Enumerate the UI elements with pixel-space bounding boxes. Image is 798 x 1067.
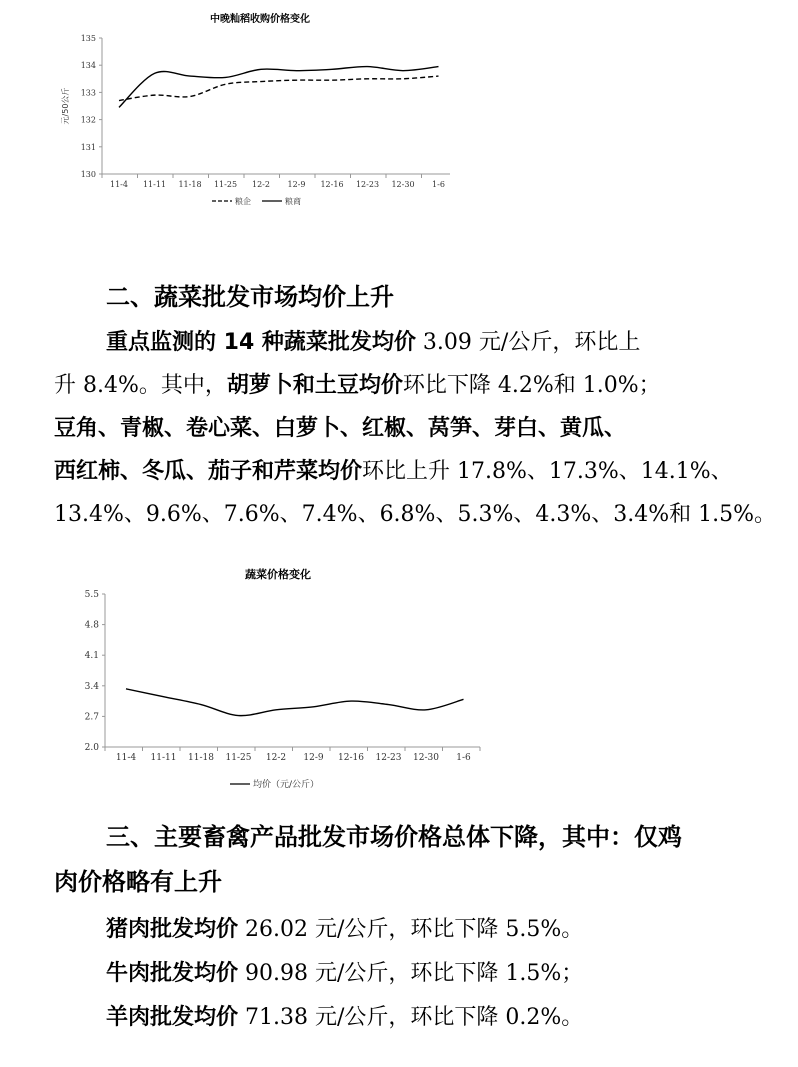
x-tick-label: 12-16 <box>338 753 364 763</box>
pork-text: 26.02 元/公斤，环比下降 5.5%。 <box>238 917 584 942</box>
legend-label: 粮商 <box>285 197 301 206</box>
paragraph-line-1 <box>54 321 774 364</box>
x-tick-label: 12-23 <box>375 753 402 763</box>
x-tick-label: 11-11 <box>142 180 167 189</box>
x-tick-label: 12-9 <box>303 753 324 763</box>
vegetable-paragraph <box>54 321 777 536</box>
vegetable-price-chart <box>50 562 490 797</box>
paragraph-line-5: 13.4%、9.6%、7.6%、7.4%、6.8%、5.3%、4.3%、3.4%和 1.5%。 <box>54 502 777 527</box>
y-axis-label: 元/50公斤 <box>61 87 70 125</box>
beef-price <box>106 952 583 995</box>
x-tick-label: 11-18 <box>188 753 214 763</box>
beef-label: 牛肉批发均价 <box>106 961 239 986</box>
y-tick-label: 135 <box>80 34 96 43</box>
y-tick-label: 131 <box>80 142 96 152</box>
x-tick-label: 11-4 <box>110 180 128 189</box>
carrot-potato-change: 环比下降 4.2%和 1.0%； <box>402 373 661 398</box>
carrot-potato-label: 胡萝卜和土豆均价 <box>226 373 403 398</box>
veg-avg-value: 3.09 元/公斤，环比上 <box>415 330 641 355</box>
y-tick-label: 3.4 <box>84 681 99 692</box>
pork-price <box>106 908 583 951</box>
rice-price-chart-svg <box>50 8 450 213</box>
y-tick-label: 134 <box>80 61 96 71</box>
y-tick-label: 4.1 <box>84 651 99 662</box>
paragraph-line-4 <box>54 450 774 493</box>
y-tick-label: 5.5 <box>84 590 99 600</box>
y-tick-label: 130 <box>80 170 96 179</box>
beef-text: 90.98 元/公斤，环比下降 1.5%； <box>238 961 584 986</box>
x-tick-label: 12-2 <box>265 753 287 763</box>
veg-list-label: 西红柿、冬瓜、茄子和芹菜均价 <box>54 459 363 484</box>
x-tick-label: 12-9 <box>287 180 306 189</box>
x-tick-label: 11-11 <box>150 753 177 763</box>
legend-label: 均价（元/公斤） <box>253 780 320 790</box>
series-line-1 <box>119 67 439 108</box>
x-tick-label: 12-30 <box>391 180 415 189</box>
y-tick-label: 2.0 <box>84 743 99 753</box>
x-tick-label: 1-6 <box>432 180 445 189</box>
x-tick-label: 12-23 <box>355 180 380 189</box>
x-tick-label: 11-25 <box>225 753 252 763</box>
x-tick-label: 1-6 <box>456 753 471 763</box>
mutton-label: 羊肉批发均价 <box>106 1005 239 1030</box>
paragraph-line-3: 豆角、青椒、卷心菜、白萝卜、红椒、莴笋、芽白、黄瓜、 <box>54 416 627 441</box>
mutton-text: 71.38 元/公斤，环比下降 0.2%。 <box>238 1005 584 1030</box>
section2-heading: 二、蔬菜批发市场均价上升 <box>106 283 394 311</box>
pork-label: 猪肉批发均价 <box>106 917 239 942</box>
section3-heading-line1: 三、主要畜禽产品批发市场价格总体下降，其中：仅鸡 <box>106 823 682 851</box>
mutton-price <box>106 996 583 1039</box>
x-tick-label: 11-4 <box>115 753 137 763</box>
y-tick-label: 4.8 <box>84 620 99 631</box>
x-tick-label: 12-16 <box>320 180 344 189</box>
series-line-0 <box>126 689 464 716</box>
rice-price-chart <box>50 8 450 213</box>
vegetable-price-chart-svg <box>50 562 490 797</box>
veg-avg-label: 重点监测的 14 种蔬菜批发均价 <box>106 330 416 355</box>
x-tick-label: 12-2 <box>252 180 270 189</box>
chart-title: 中晚籼稻收购价格变化 <box>210 14 310 25</box>
series-line-0 <box>119 76 439 100</box>
paragraph-line-2 <box>54 364 774 407</box>
veg-list-change: 环比上升 17.8%、17.3%、14.1%、 <box>362 459 733 484</box>
veg-rise-text: 升 8.4%。其中， <box>54 373 227 398</box>
y-tick-label: 132 <box>80 115 96 125</box>
legend-label: 粮企 <box>235 197 251 206</box>
x-tick-label: 11-18 <box>178 180 202 189</box>
y-tick-label: 2.7 <box>84 712 99 723</box>
section3-heading-line2: 肉价格略有上升 <box>54 868 222 896</box>
y-tick-label: 133 <box>80 88 96 98</box>
x-tick-label: 11-25 <box>213 180 238 189</box>
chart-title: 蔬菜价格变化 <box>245 568 311 581</box>
x-tick-label: 12-30 <box>413 753 439 763</box>
